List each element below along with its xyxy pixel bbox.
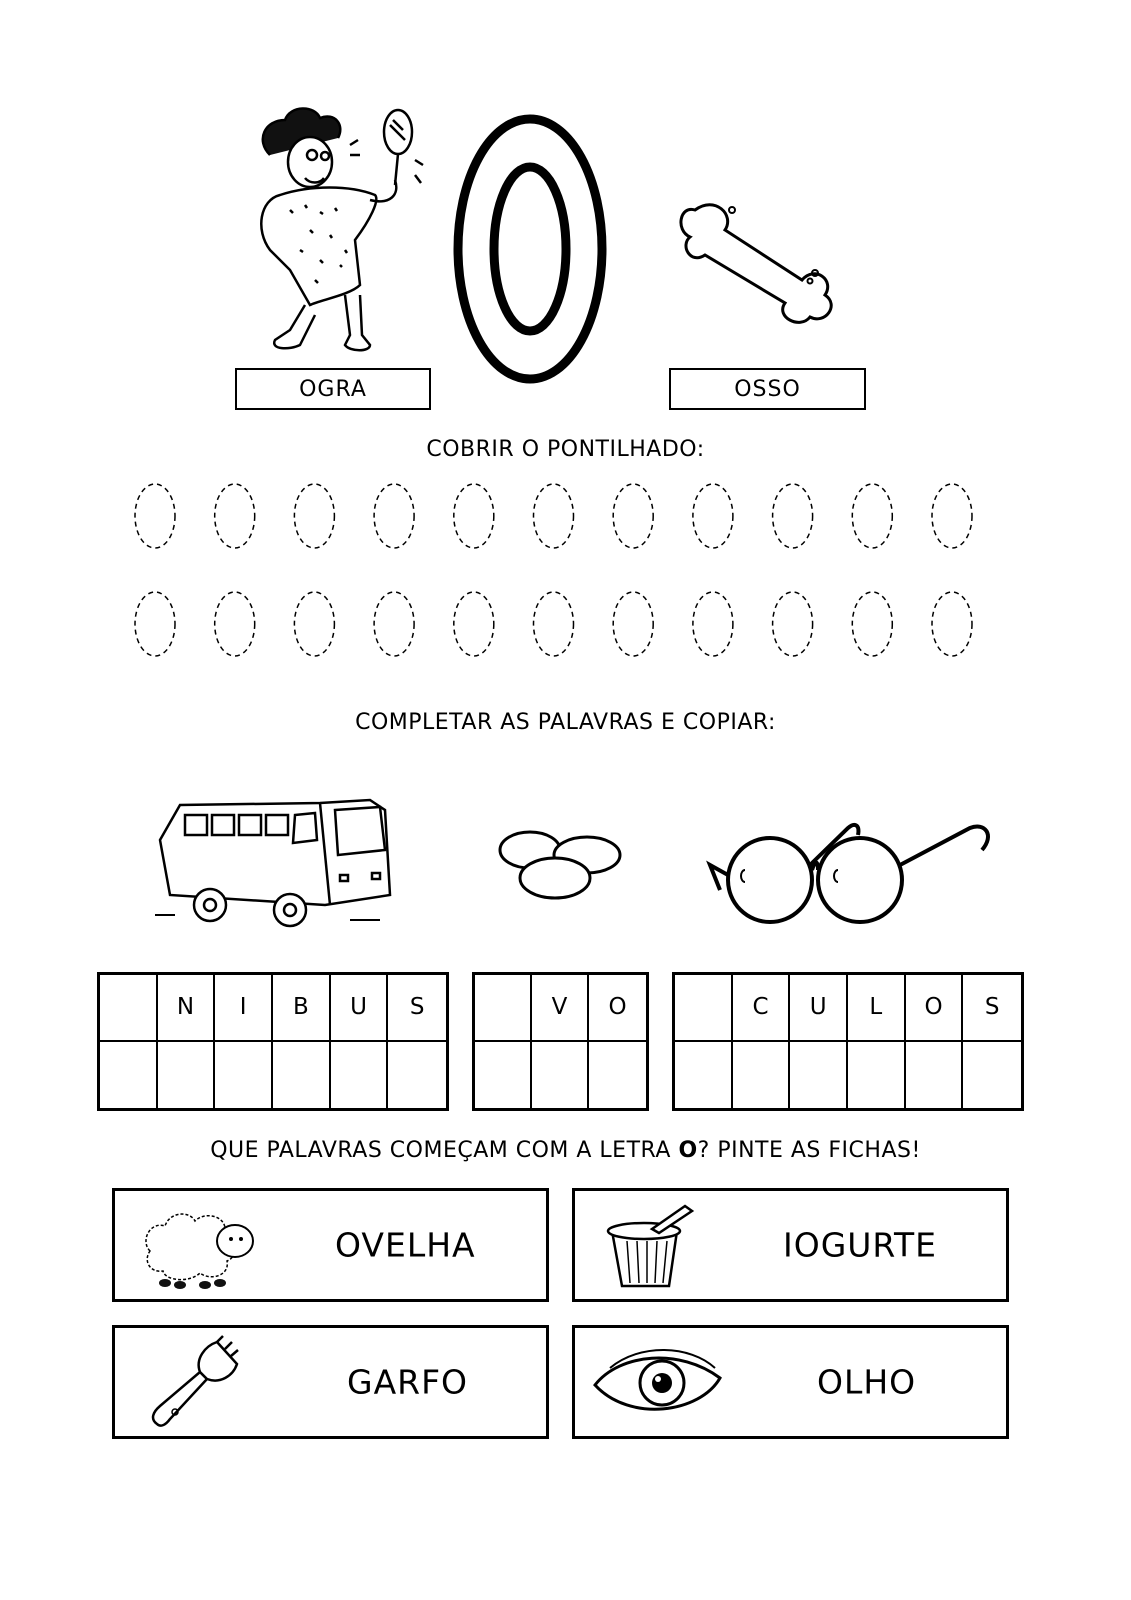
letter-cell: N — [158, 975, 216, 1042]
paint-heading-letter: O — [678, 1138, 698, 1163]
card-iogurte[interactable] — [572, 1188, 1009, 1302]
card-garfo[interactable] — [112, 1325, 549, 1439]
word-grid-oculos[interactable] — [672, 972, 1024, 1111]
letter-cell: S — [388, 975, 446, 1042]
card-word: OLHO — [817, 1362, 917, 1402]
paint-heading-after: ? PINTE AS FICHAS! — [697, 1138, 921, 1163]
eggs-illustration — [495, 820, 630, 905]
ogra-label: OGRA — [235, 368, 431, 410]
eye-icon — [590, 1343, 725, 1423]
copy-cell[interactable] — [589, 1042, 646, 1109]
glasses-illustration — [700, 820, 995, 925]
complete-words-heading: COMPLETAR AS PALAVRAS E COPIAR: — [355, 710, 776, 735]
letter-cell: O — [589, 975, 646, 1042]
copy-cell[interactable] — [906, 1042, 964, 1109]
bone-illustration — [670, 185, 840, 335]
yogurt-icon — [597, 1201, 697, 1293]
bus-illustration — [150, 795, 400, 930]
fork-icon — [145, 1334, 245, 1434]
trace-heading: COBRIR O PONTILHADO: — [426, 437, 705, 462]
trace-oval[interactable] — [374, 592, 414, 656]
card-ovelha[interactable] — [112, 1188, 549, 1302]
copy-cell[interactable] — [158, 1042, 216, 1109]
word-grid-ovo[interactable] — [472, 972, 649, 1111]
trace-oval[interactable] — [454, 592, 494, 656]
trace-oval[interactable] — [374, 484, 414, 548]
trace-oval-grid[interactable] — [0, 470, 1131, 670]
copy-cell[interactable] — [215, 1042, 273, 1109]
trace-oval[interactable] — [932, 484, 972, 548]
copy-cell[interactable] — [733, 1042, 791, 1109]
card-word: IOGURTE — [783, 1225, 937, 1265]
trace-oval[interactable] — [852, 484, 892, 548]
copy-cell[interactable] — [331, 1042, 389, 1109]
sheep-icon — [135, 1201, 265, 1291]
letter-cell[interactable] — [100, 975, 158, 1042]
trace-oval[interactable] — [693, 592, 733, 656]
copy-cell[interactable] — [475, 1042, 532, 1109]
paint-heading-before: QUE PALAVRAS COMEÇAM COM A LETRA — [210, 1138, 679, 1163]
copy-cell[interactable] — [100, 1042, 158, 1109]
word-grid-onibus[interactable] — [97, 972, 449, 1111]
letter-cell: V — [532, 975, 589, 1042]
card-olho[interactable] — [572, 1325, 1009, 1439]
trace-oval[interactable] — [773, 592, 813, 656]
trace-oval[interactable] — [613, 592, 653, 656]
copy-cell[interactable] — [273, 1042, 331, 1109]
copy-cell[interactable] — [963, 1042, 1021, 1109]
ogre-illustration — [250, 100, 425, 365]
trace-oval[interactable] — [294, 592, 334, 656]
copy-cell[interactable] — [532, 1042, 589, 1109]
big-letter-o — [450, 112, 610, 387]
trace-oval[interactable] — [852, 592, 892, 656]
trace-oval[interactable] — [773, 484, 813, 548]
letter-cell[interactable] — [475, 975, 532, 1042]
letter-cell: U — [331, 975, 389, 1042]
letter-cell: C — [733, 975, 791, 1042]
trace-oval[interactable] — [294, 484, 334, 548]
trace-oval[interactable] — [534, 592, 574, 656]
trace-oval[interactable] — [693, 484, 733, 548]
letter-cell[interactable] — [675, 975, 733, 1042]
trace-oval[interactable] — [534, 484, 574, 548]
letter-cell: L — [848, 975, 906, 1042]
letter-cell: U — [790, 975, 848, 1042]
trace-oval[interactable] — [613, 484, 653, 548]
trace-oval[interactable] — [932, 592, 972, 656]
trace-oval[interactable] — [135, 484, 175, 548]
paint-cards-heading — [0, 1138, 1131, 1163]
trace-oval[interactable] — [215, 484, 255, 548]
copy-cell[interactable] — [675, 1042, 733, 1109]
card-word: OVELHA — [335, 1225, 476, 1265]
copy-cell[interactable] — [790, 1042, 848, 1109]
trace-oval[interactable] — [454, 484, 494, 548]
trace-oval[interactable] — [215, 592, 255, 656]
letter-cell: I — [215, 975, 273, 1042]
letter-cell: S — [963, 975, 1021, 1042]
letter-cell: O — [906, 975, 964, 1042]
copy-cell[interactable] — [388, 1042, 446, 1109]
card-word: GARFO — [347, 1362, 469, 1402]
trace-oval[interactable] — [135, 592, 175, 656]
osso-label: OSSO — [669, 368, 866, 410]
copy-cell[interactable] — [848, 1042, 906, 1109]
letter-cell: B — [273, 975, 331, 1042]
